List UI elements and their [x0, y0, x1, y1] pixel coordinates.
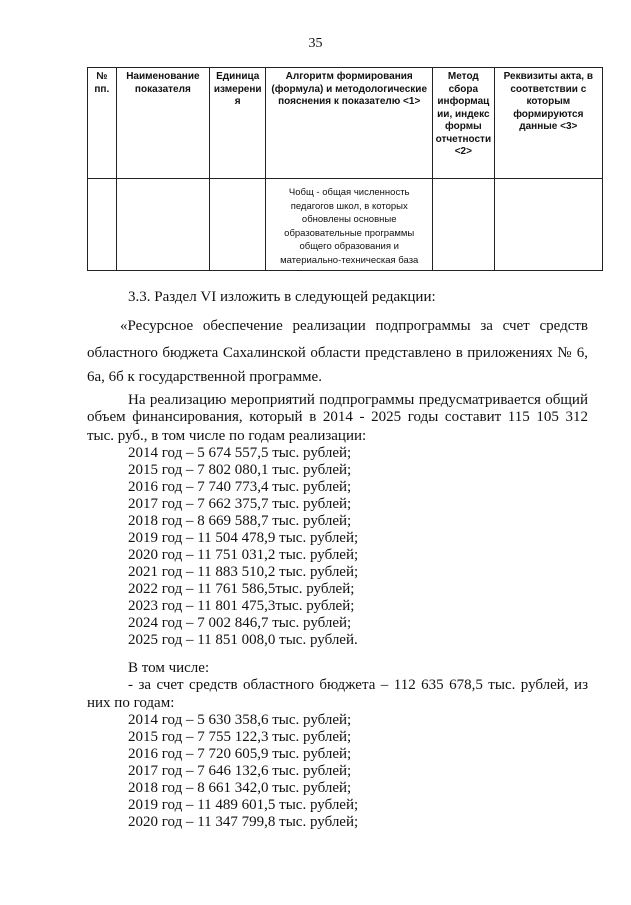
list-item: 2018 год – 8 669 588,7 тыс. рублей;	[128, 513, 352, 529]
including-label: В том числе:	[128, 660, 210, 676]
list-item: 2023 год – 11 801 475,3тыс. рублей;	[128, 598, 355, 614]
list-item: 2015 год – 7 802 080,1 тыс. рублей;	[128, 462, 352, 478]
list-item: 2018 год – 8 661 342,0 тыс. рублей;	[128, 780, 352, 796]
page-number: 35	[308, 36, 323, 51]
cell-algorithm: Чобщ - общая численность педагогов школ, в которых обновлены основные образовательные программы общего образования и материально-техническая база	[266, 179, 433, 271]
cell-name	[116, 179, 209, 271]
cell-unit	[210, 179, 266, 271]
list-item: 2015 год – 7 755 122,3 тыс. рублей;	[128, 729, 352, 745]
regional-line-1: - за счет средств областного бюджета – 112 635 678,5 тыс. рублей, из	[128, 677, 588, 693]
table-header-row	[88, 68, 603, 179]
intro-line-1: «Ресурсное обеспечение реализации подпрограммы за счет средств	[120, 318, 588, 334]
list-item: 2022 год – 11 761 586,5тыс. рублей;	[128, 581, 355, 597]
list-item: 2016 год – 7 720 605,9 тыс. рублей;	[128, 746, 352, 762]
list-item: 2025 год – 11 851 008,0 тыс. рублей.	[128, 632, 358, 648]
financing-line-1: На реализацию мероприятий подпрограммы предусматривается общий	[128, 392, 588, 408]
indicator-table	[87, 67, 603, 271]
list-item: 2020 год – 11 347 799,8 тыс. рублей;	[128, 814, 359, 830]
list-item: 2020 год – 11 751 031,2 тыс. рублей;	[128, 547, 359, 563]
list-item: 2019 год – 11 489 601,5 тыс. рублей;	[128, 797, 359, 813]
list-item: 2014 год – 5 630 358,6 тыс. рублей;	[128, 712, 352, 728]
header-number: № пп.	[88, 68, 117, 179]
financing-line-2: объем финансирования, который в 2014 - 2025 годы составит 115 105 312	[87, 409, 588, 425]
list-item: 2021 год – 11 883 510,2 тыс. рублей;	[128, 564, 359, 580]
regional-line-2: них по годам:	[87, 695, 175, 711]
header-unit: Единица измерения	[210, 68, 266, 179]
table-row	[88, 179, 603, 271]
header-indicator-name: Наименование показателя	[116, 68, 209, 179]
header-algorithm: Алгоритм формирования (формула) и методологические пояснения к показателю <1>	[266, 68, 433, 179]
section-heading: 3.3. Раздел VI изложить в следующей редакции:	[128, 289, 436, 305]
list-item: 2024 год – 7 002 846,7 тыс. рублей;	[128, 615, 352, 631]
financing-line-3: тыс. руб., в том числе по годам реализации:	[87, 428, 367, 444]
list-item: 2017 год – 7 646 132,6 тыс. рублей;	[128, 763, 352, 779]
list-item: 2019 год – 11 504 478,9 тыс. рублей;	[128, 530, 359, 546]
list-item: 2014 год – 5 674 557,5 тыс. рублей;	[128, 445, 352, 461]
intro-line-3: 6а, 6б к государственной программе.	[87, 369, 322, 385]
list-item: 2016 год – 7 740 773,4 тыс. рублей;	[128, 479, 352, 495]
intro-line-2: областного бюджета Сахалинской области представлено в приложениях № 6,	[87, 345, 588, 361]
cell-number	[88, 179, 117, 271]
header-method: Метод сбора информации, индекс формы отчетности <2>	[433, 68, 495, 179]
list-item: 2017 год – 7 662 375,7 тыс. рублей;	[128, 496, 352, 512]
cell-method	[433, 179, 495, 271]
header-requisites: Реквизиты акта, в соответствии с которым формируются данные <3>	[494, 68, 602, 179]
cell-requisites	[494, 179, 602, 271]
